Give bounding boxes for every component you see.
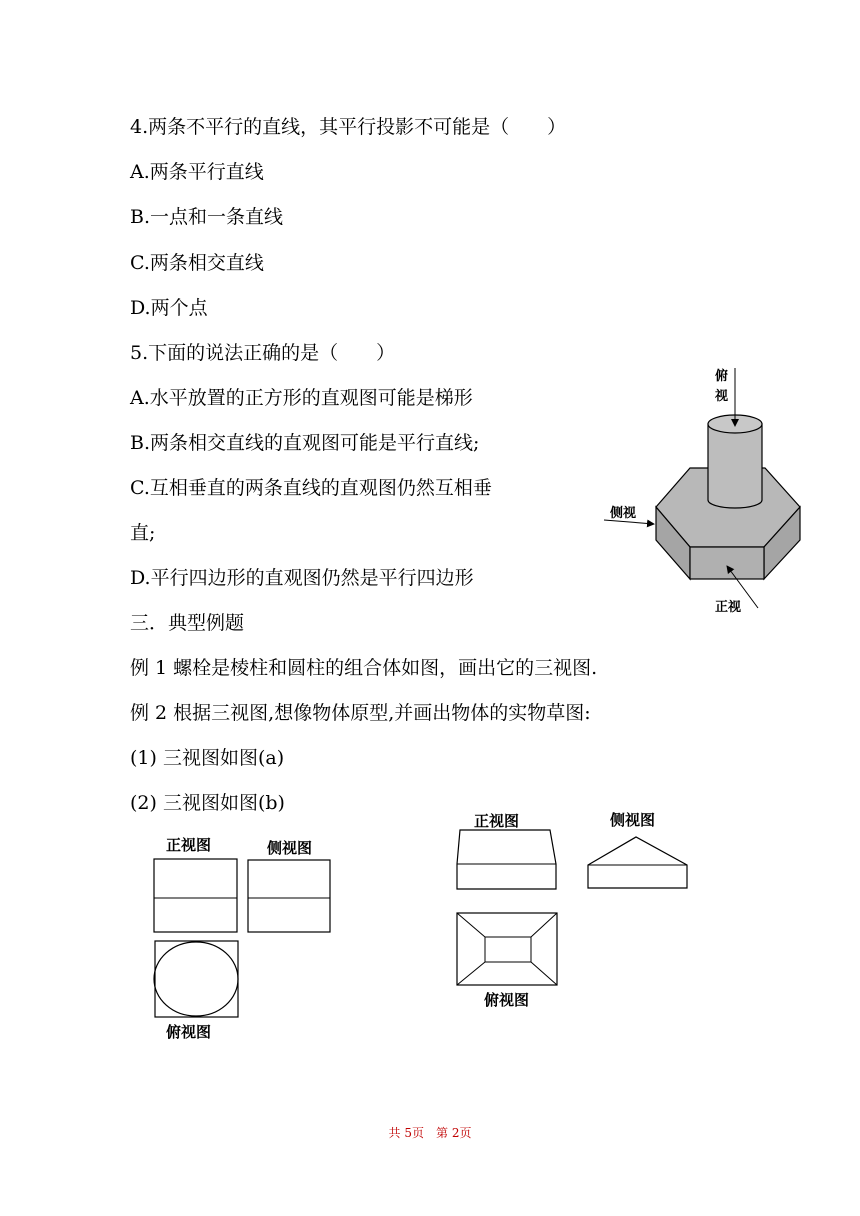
option-4b: B.一点和一条直线 xyxy=(130,206,284,228)
front-view-box xyxy=(154,859,237,932)
side-view-box xyxy=(248,860,330,932)
top-view-label: 俯视图 xyxy=(484,991,530,1009)
top-view-inner-rect xyxy=(485,937,531,962)
question-5: 5.下面的说法正确的是（ ） xyxy=(130,342,396,364)
current-page: 第 2页 xyxy=(436,1126,472,1140)
hex-front-face xyxy=(690,547,764,579)
side-view-label: 侧视 xyxy=(610,506,637,521)
front-view-shape xyxy=(457,830,556,889)
example-1: 例 1 螺栓是棱柱和圆柱的组合体如图，画出它的三视图. xyxy=(130,657,598,679)
option-5c-line1: C.互相垂直的两条直线的直观图仍然互相垂 xyxy=(130,477,492,499)
side-view-shape xyxy=(588,837,687,888)
example-2: 例 2 根据三视图,想像物体原型,并画出物体的实物草图: xyxy=(130,702,591,724)
section-heading: 三．典型例题 xyxy=(130,612,245,634)
side-view-label: 侧视图 xyxy=(267,839,313,857)
option-5d: D.平行四边形的直观图仍然是平行四边形 xyxy=(130,567,474,589)
option-5b: B.两条相交直线的直观图可能是平行直线; xyxy=(130,432,480,454)
front-view-label: 正视图 xyxy=(166,836,212,854)
cylinder-body xyxy=(708,424,762,508)
bolt-figure xyxy=(590,360,820,620)
total-pages: 共 5页 xyxy=(388,1126,424,1140)
page-footer xyxy=(0,1124,860,1141)
example-2-part-2: (2) 三视图如图(b) xyxy=(130,792,285,814)
top-view-label-2: 视 xyxy=(715,389,729,404)
example-2-part-1: (1) 三视图如图(a) xyxy=(130,747,285,769)
option-5a: A.水平放置的正方形的直观图可能是梯形 xyxy=(130,387,473,409)
top-view-label-1: 俯 xyxy=(715,369,729,384)
three-view-figure-a xyxy=(150,828,340,1044)
side-view-label: 侧视图 xyxy=(610,811,656,829)
front-view-label: 正视 xyxy=(715,600,742,615)
question-4: 4.两条不平行的直线，其平行投影不可能是（ ） xyxy=(130,116,567,138)
top-view-box xyxy=(457,913,557,985)
option-4d: D.两个点 xyxy=(130,297,208,319)
top-view-circle xyxy=(154,942,238,1016)
front-view-label: 正视图 xyxy=(474,812,520,830)
option-5c-line2: 直; xyxy=(130,522,156,544)
option-4a: A.两条平行直线 xyxy=(130,161,264,183)
top-view-label: 俯视图 xyxy=(166,1023,212,1041)
option-4c: C.两条相交直线 xyxy=(130,252,264,274)
three-view-figure-b xyxy=(452,806,697,1016)
